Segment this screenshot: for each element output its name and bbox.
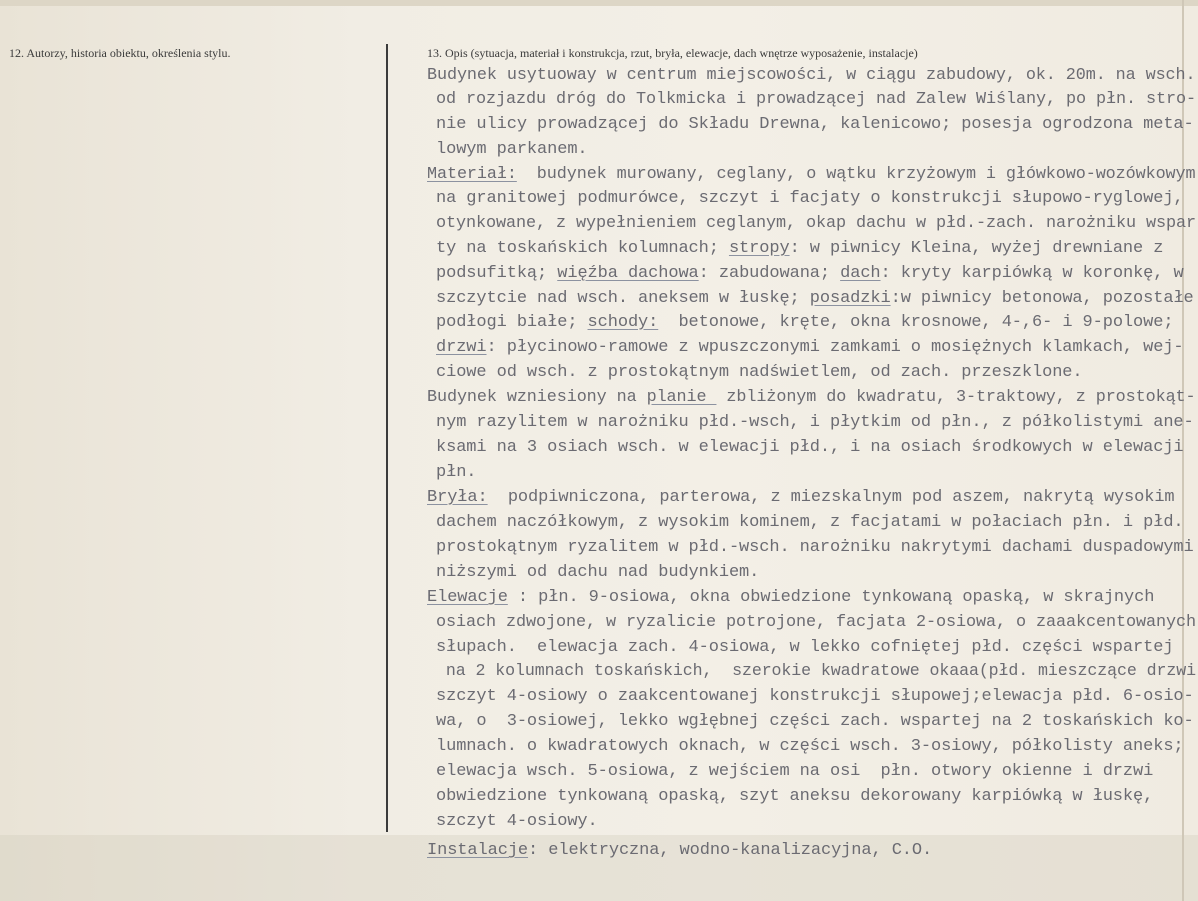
line-text: od rozjazdu dróg do Tolkmicka i prowadzącej nad Zalew Wiślany, po płn. stro- (436, 90, 1197, 109)
line-text: : kryty karpiówką w koronkę, w (880, 264, 1184, 283)
typed-line (436, 140, 588, 160)
typed-line (427, 488, 1175, 508)
line-text: ciowe od wsch. z prostokątnym nadświetlem, od zach. przeszklone. (436, 363, 1083, 382)
typed-line (427, 165, 1196, 185)
typed-line (436, 513, 1184, 533)
underlined-term: Bryła: (427, 488, 488, 507)
line-text: lumnach. o kwadratowych oknach, w części wsch. 3-osiowy, półkolisty aneks; (436, 737, 1184, 756)
line-text: lowym parkanem. (436, 140, 588, 159)
line-text: podsufitką; (436, 264, 558, 283)
line-text: nie ulicy prowadzącej do Składu Drewna, kalenicowo; posesja ogrodzona meta- (436, 115, 1194, 134)
line-text: nym razylitem w narożniku płd.-wsch, i płytkim od płn., z półkolistymi ane- (436, 413, 1194, 432)
section-13-heading: 13. Opis (sytuacja, materiał i konstrukcja, rzut, bryła, elewacje, dach wnętrze wyposażenie, instalacje) (427, 46, 918, 60)
line-text: : płn. 9-osiowa, okna obwiedzione tynkowaną opaską, w skrajnych (507, 588, 1155, 607)
typed-line (436, 687, 1194, 707)
underlined-term: dach (840, 264, 881, 283)
line-text: niższymi od dachu nad budynkiem. (436, 563, 760, 582)
underlined-term: Materiał: (427, 165, 517, 184)
line-text: : w piwnicy Kleina, wyżej drewniane z (789, 239, 1164, 258)
line-text: podpiwniczona, parterowa, z miezskalnym pod aszem, nakrytą wysokim (487, 488, 1175, 507)
line-text: szczyt 4-osiowy o zaakcentowanej konstrukcji słupowej;elewacja płd. 6-osio- (436, 687, 1194, 706)
column-divider (386, 44, 388, 832)
typed-line (436, 264, 1184, 284)
underlined-term: schody: (587, 313, 659, 332)
typed-line (427, 588, 1154, 608)
line-text: dachem naczółkowym, z wysokim kominem, z facjatami w połaciach płn. i płd. (436, 513, 1184, 532)
line-text: Budynek wzniesiony na (427, 388, 647, 407)
line-text: budynek murowany, ceglany, o wątku krzyżowym i główkowo-wozówkowym (516, 165, 1196, 184)
typed-line (436, 115, 1194, 135)
underlined-term: Instalacje (427, 841, 529, 860)
line-text: wa, o 3-osiowej, lekko wgłębnej części zach. wspartej na 2 toskańskich ko- (436, 712, 1194, 731)
typed-line (436, 812, 598, 832)
typed-line (436, 737, 1184, 757)
line-text: elewacja wsch. 5-osiowa, z wejściem na osi płn. otwory okienne i drzwi (436, 762, 1154, 781)
line-text: betonowe, kręte, okna krosnowe, 4-,6- i 9-polowe; (658, 313, 1174, 332)
typed-line (436, 413, 1194, 433)
line-text: szczyt 4-osiowy. (436, 812, 598, 831)
line-text: ksami na 3 osiach wsch. w elewacji płd., i na osiach środkowych w elewacji (436, 438, 1184, 457)
typed-line (436, 90, 1196, 110)
typed-line (436, 363, 1083, 383)
line-text: szczytcie nad wsch. aneksem w łuskę; (436, 289, 810, 308)
paper-top-edge (0, 0, 1198, 6)
line-text: : zabudowana; (698, 264, 841, 283)
typed-line (427, 841, 932, 861)
typed-line (436, 662, 1196, 682)
line-text: podłogi białe; (436, 313, 588, 332)
typed-line (436, 438, 1184, 458)
line-text: otynkowane, z wypełnieniem ceglanym, okap dachu w płd.-zach. narożniku wspar (436, 214, 1197, 233)
typed-line (436, 189, 1184, 209)
typed-line (427, 66, 1196, 86)
line-text: płn. (436, 463, 477, 482)
line-text: zbliżonym do kwadratu, 3-traktowy, z prostokąt- (716, 388, 1196, 407)
typed-line (436, 313, 1173, 333)
typed-line (436, 638, 1173, 658)
typed-line (436, 563, 759, 583)
underlined-term: posadzki (809, 289, 891, 308)
line-text: Budynek usytuoway w centrum miejscowości, w ciągu zabudowy, ok. 20m. na wsch. (427, 66, 1196, 85)
typed-line (436, 538, 1194, 558)
typed-line (436, 463, 476, 483)
line-text: słupach. elewacja zach. 4-osiowa, w lekko cofniętej płd. części wspartej (436, 638, 1174, 657)
typed-line (436, 239, 1163, 259)
line-text: :w piwnicy betonowa, pozostałe (890, 289, 1194, 308)
underlined-term: więźba dachowa (557, 264, 699, 283)
underlined-term: planie (646, 388, 717, 407)
typed-line (436, 214, 1196, 234)
underlined-term: stropy (728, 239, 790, 258)
typed-line (436, 712, 1194, 732)
line-text: prostokątnym ryzalitem w płd.-wsch. narożniku nakrytymi dachami duspadowymi (436, 538, 1194, 557)
underlined-term: drzwi (436, 338, 487, 357)
typed-line (436, 338, 1184, 358)
line-text: : elektryczna, wodno-kanalizacyjna, C.O. (528, 841, 933, 860)
typed-line (436, 289, 1194, 309)
typed-line (436, 762, 1153, 782)
typed-line (436, 613, 1196, 633)
line-text: osiach zdwojone, w ryzalicie potrojone, facjata 2-osiowa, o zaaakcentowanych (436, 613, 1197, 632)
section-12-heading: 12. Autorzy, historia obiektu, określenia stylu. (9, 46, 231, 60)
line-text: ty na toskańskich kolumnach; (436, 239, 729, 258)
line-text: na granitowej podmurówce, szczyt i facjaty o konstrukcji słupowo-ryglowej, (436, 189, 1184, 208)
underlined-term: Elewacje (427, 588, 508, 607)
line-text: : płycinowo-ramowe z wpuszczonymi zamkami o mosiężnych klamkach, wej- (486, 338, 1184, 357)
line-text: obwiedzione tynkowaną opaską, szyt aneksu dekorowany karpiówką w łuskę, (436, 787, 1154, 806)
typed-line (427, 388, 1196, 408)
typed-line (436, 787, 1153, 807)
line-text: na 2 kolumnach toskańskich, szerokie kwadratowe okaaa(płd. mieszczące drzwi (436, 662, 1196, 681)
